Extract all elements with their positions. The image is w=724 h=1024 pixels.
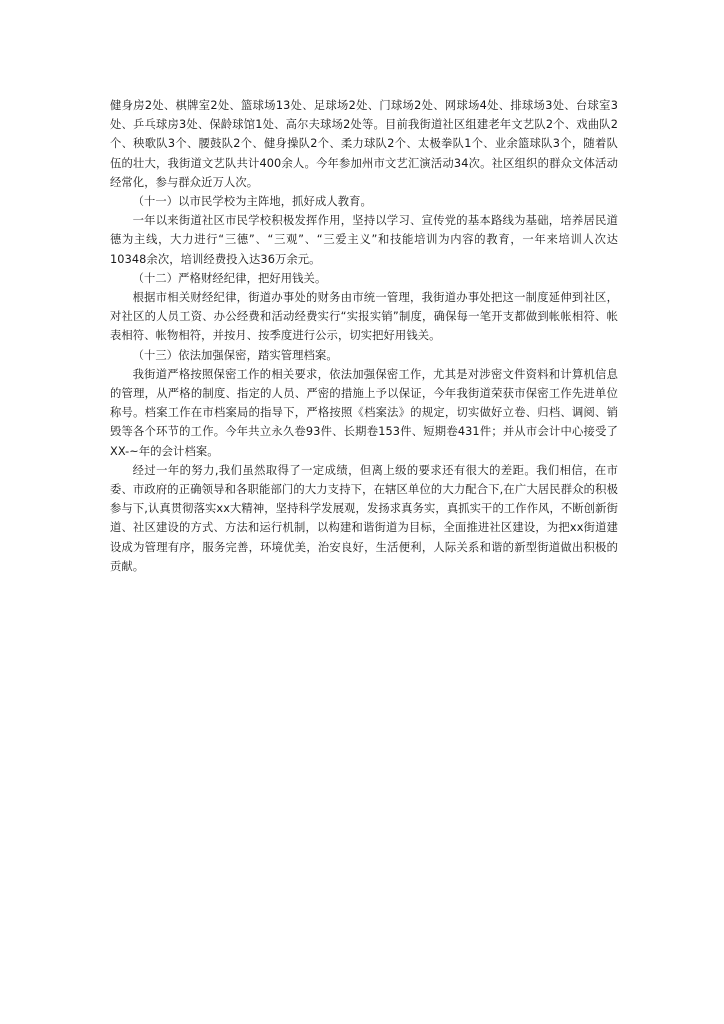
section-heading: （十一）以市民学校为主阵地，抓好成人教育。 xyxy=(132,195,372,209)
section-heading: （十二）严格财经纪律，把好用钱关。 xyxy=(132,271,327,285)
body-paragraph: 健身房2处、棋牌室2处、篮球场13处、足球场2处、门球场2处、网球场4处、排球场3处、台球室3处、乒乓球房3处、保龄球馆1处、高尔夫球场2处等。目前我街道社区组建老年文艺队2个、戏曲队2个、秧歌队3个、腰鼓队2个、健身操队2个、柔力球队2个、太极拳队1个、业余篮球队3个，随着队伍的壮大，我街道文艺队共计400余人。今年参加州市文艺汇演活动34次。社区组织的群众文体活动经常化，参与群众近万人次。 xyxy=(110,99,618,189)
body-paragraph: 一年以来街道社区市民学校积极发挥作用，坚持以学习、宣传党的基本路线为基础，培养居民道德为主线，大力进行“三德”、“三观”、“三爱主义”和技能培训为内容的教育，一年来培训人次达10348余次，培训经费投入达36万余元。 xyxy=(110,214,618,266)
body-paragraph: 我街道严格按照保密工作的相关要求，依法加强保密工作，尤其是对涉密文件资料和计算机信息的管理，从严格的制度、指定的人员、严密的措施上予以保证，今年我街道荣获市保密工作先进单位称号。档案工作在市档案局的指导下，严格按照《档案法》的规定，切实做好立卷、归档、调阅、销毁等各个环节的工作。今年共立永久卷93件、长期卷153件、短期卷431件；并从市会计中心接受了XX-~年的会计档案。 xyxy=(110,367,618,458)
body-paragraph: 经过一年的努力,我们虽然取得了一定成绩，但离上级的要求还有很大的差距。我们相信，在市委、市政府的正确领导和各职能部门的大力支持下，在辖区单位的大力配合下,在广大居民群众的积极参与下,认真贯彻落实xx大精神，坚持科学发展观，发扬求真务实，真抓实干的工作作风，不断创新街道、社区建设的方式、方法和运行机制，以构建和谐街道为目标，全面推进社区建设，为把xx街道建设成为管理有序，服务完善，环境优美，治安良好，生活便利，人际关系和谐的新型街道做出积极的贡献。 xyxy=(110,463,618,573)
section-heading: （十三）依法加强保密，踏实管理档案。 xyxy=(132,348,338,362)
document-page xyxy=(110,96,618,576)
body-paragraph: 根据市相关财经纪律，街道办事处的财务由市统一管理，我街道办事处把这一制度延伸到社区，对社区的人员工资、办公经费和活动经费实行“实报实销”制度，确保每一笔开支都做到帐帐相符、帐表相符、帐物相符，并按月、按季度进行公示，切实把好用钱关。 xyxy=(110,291,618,343)
